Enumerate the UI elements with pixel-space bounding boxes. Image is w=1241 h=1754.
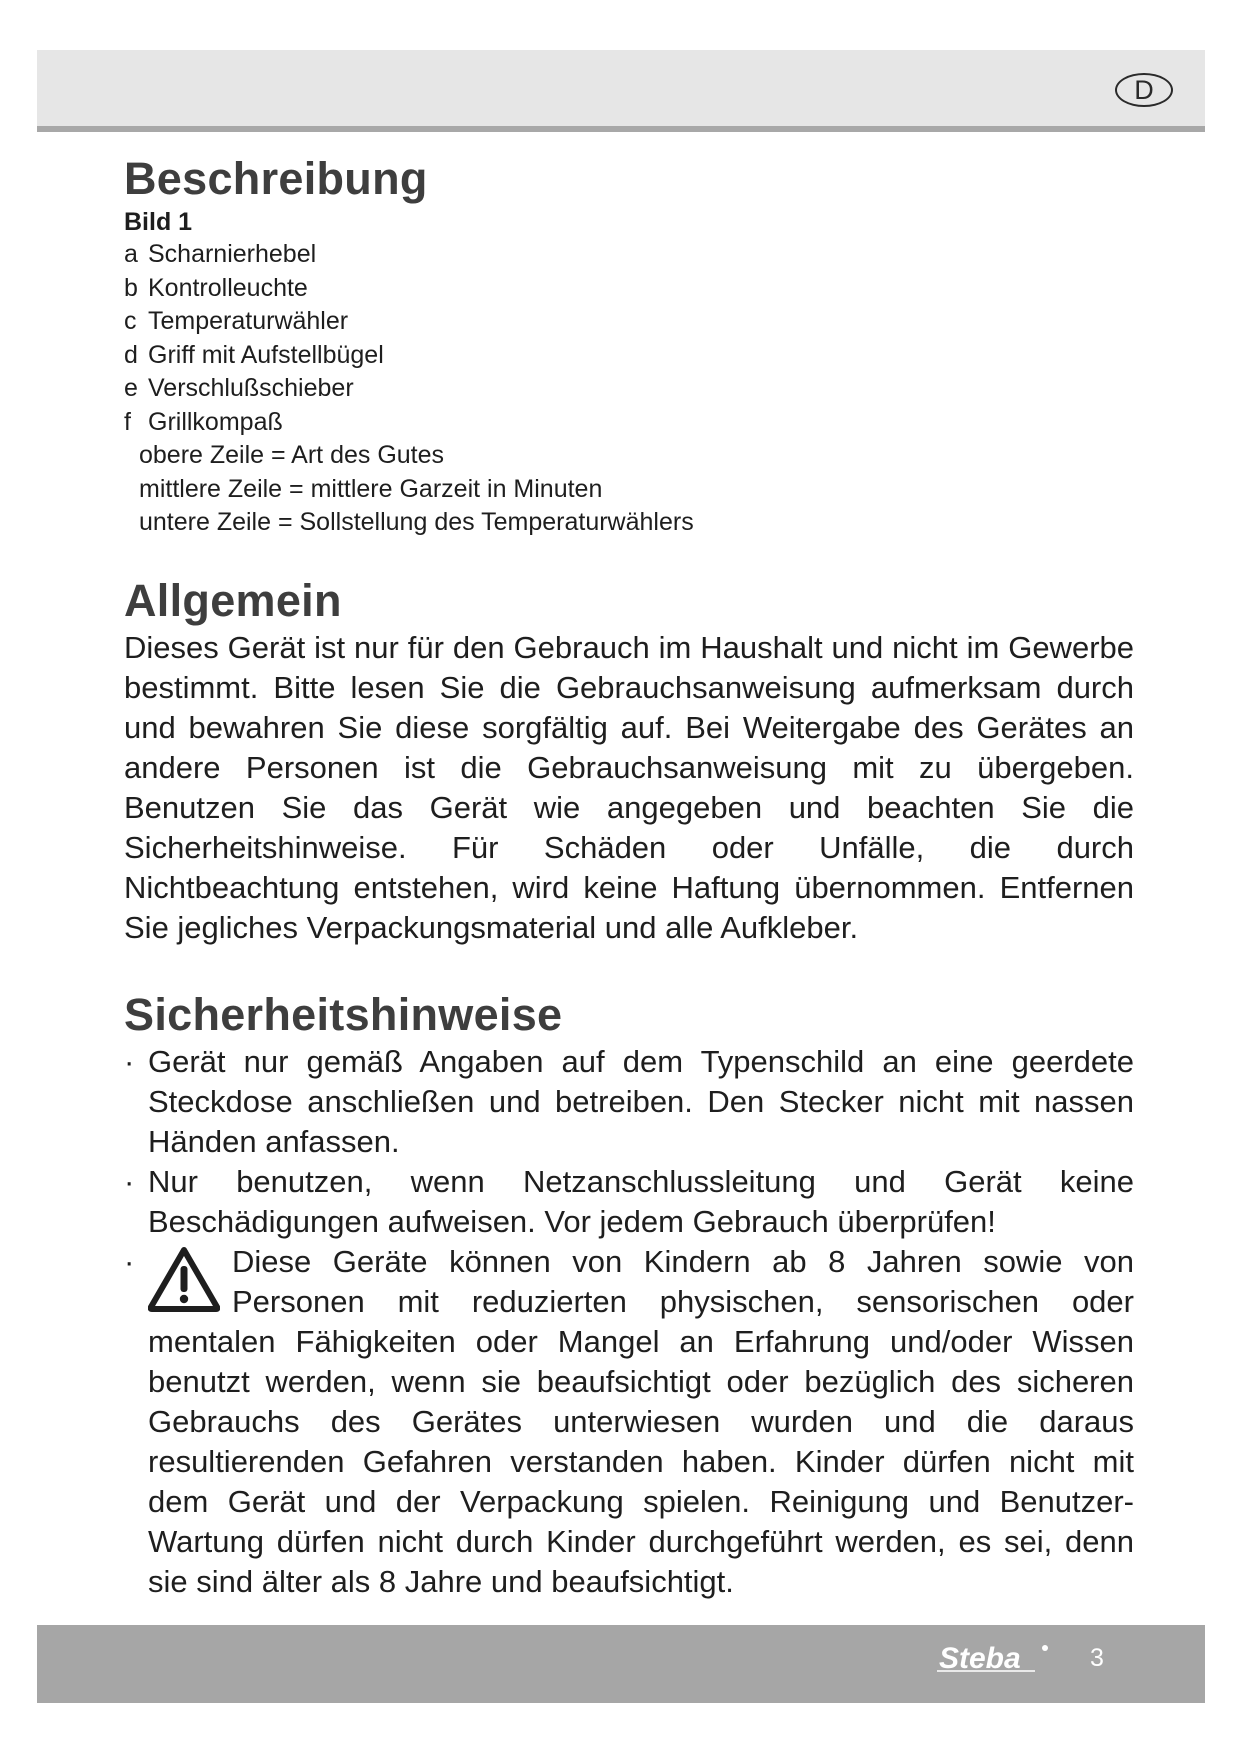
warning-triangle-icon	[148, 1246, 220, 1312]
bullet-dot: ·	[124, 1163, 135, 1199]
legend-label: Verschlußschieber	[148, 374, 354, 402]
section-title-sicherheitshinweise: Sicherheitshinweise	[124, 988, 563, 1040]
legend-item	[124, 305, 1134, 339]
legend-item	[124, 272, 1134, 306]
section-allgemein	[124, 574, 1134, 948]
section-beschreibung	[124, 152, 1134, 540]
legend-item	[124, 238, 1134, 272]
legend-key: a	[124, 240, 138, 268]
bullet-dot: ·	[124, 1043, 135, 1079]
legend-label: Temperaturwähler	[148, 307, 349, 335]
figure-label: Bild 1	[124, 208, 193, 236]
legend-sub-item: untere Zeile = Sollstellung des Temperaturwählers	[139, 508, 694, 536]
legend-key: b	[124, 273, 138, 302]
safety-list	[124, 1042, 1134, 1602]
logo-wordmark: Steba	[939, 1642, 1021, 1675]
legend-label: Kontrolleuchte	[148, 273, 308, 302]
legend-sub-item: obere Zeile = Art des Gutes	[139, 441, 445, 469]
section-title-beschreibung: Beschreibung	[124, 153, 428, 204]
allgemein-paragraph: Dieses Gerät ist nur für den Gebrauch im Haushalt und nicht im Gewerbe bestimmt. Bitte lesen Sie die Gebrauchsanweisung aufmerksam durch und bewahren Sie diese sorgfältig auf. Bei Weitergabe des Gerätes an andere Personen ist die Gebrauchsanweisung mit zu übergeben. Benutzen Sie das Gerät wie angegeben und beachten Sie die Sicherheitshinweise. Für Schäden oder Unfälle, die durch Nichtbeachtung entstehen, wird keine Haftung übernommen. Entfernen Sie jegliches Verpackungsmaterial und alle Aufkleber.	[124, 629, 1134, 945]
legend-label: Griff mit Aufstellbügel	[148, 340, 384, 369]
legend-item	[124, 372, 1134, 406]
legend-label: Grillkompaß	[148, 407, 283, 436]
safety-item	[124, 1242, 1134, 1602]
safety-text: Diese Geräte können von Kindern ab 8 Jahren sowie von Personen mit reduzierten physischen, sensorischen oder mentalen Fähigkeiten oder Mangel an Erfahrung und/oder Wissen benutzt werden, wenn sie beaufsichtigt oder bezüglich des sicheren Gebrauchs des Gerätes unterwiesen wurden und die daraus resultierenden Gefahren verstanden haben. Kinder dürfen nicht mit dem Gerät und der Verpackung spielen. Reinigung und Benutzer-Wartung dürfen nicht durch Kinder durchgeführt werden, es sei, denn sie sind älter als 8 Jahre und beaufsichtigt.	[148, 1243, 1134, 1599]
header-band	[37, 50, 1205, 132]
legend-key: f	[124, 407, 131, 436]
legend-item	[124, 406, 1134, 440]
legend-label: Scharnierhebel	[148, 240, 317, 268]
safety-text: Nur benutzen, wenn Netzanschlussleitung und Gerät keine Beschädigungen aufweisen. Vor jedem Gebrauch überprüfen!	[148, 1163, 1134, 1239]
legend-key: c	[124, 307, 137, 335]
footer-band	[37, 1625, 1205, 1703]
bullet-dot: ·	[124, 1243, 135, 1279]
safety-text: Gerät nur gemäß Angaben auf dem Typenschild an eine geerdete Steckdose anschließen und betreiben. Den Stecker nicht mit nassen Händen anfassen.	[148, 1043, 1134, 1159]
parts-legend	[124, 238, 1134, 540]
page-number: 3	[1090, 1644, 1104, 1672]
language-badge: D	[1115, 73, 1173, 107]
page-content	[124, 152, 1134, 1602]
steba-logo	[935, 1639, 1065, 1679]
legend-key: d	[124, 340, 138, 369]
safety-item	[124, 1042, 1134, 1162]
legend-sub-item: mittlere Zeile = mittlere Garzeit in Minuten	[139, 474, 603, 503]
legend-key: e	[124, 374, 138, 402]
section-title-allgemein: Allgemein	[124, 574, 342, 626]
legend-item	[124, 339, 1134, 373]
safety-item	[124, 1162, 1134, 1242]
section-sicherheitshinweise	[124, 988, 1134, 1602]
